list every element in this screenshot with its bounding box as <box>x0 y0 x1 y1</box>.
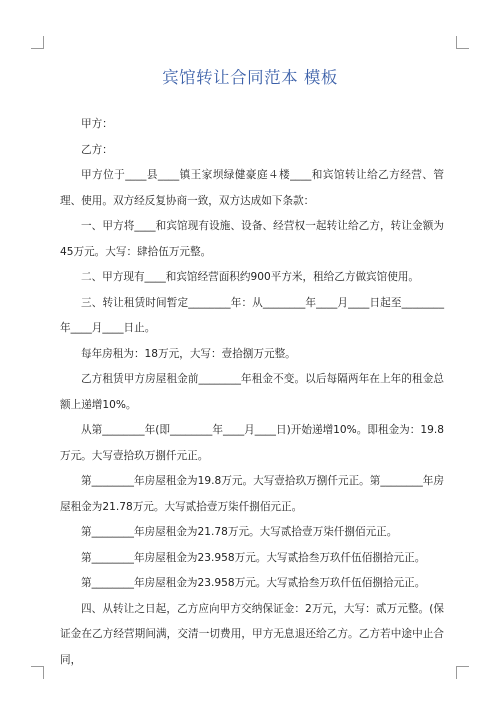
rent-year-paragraph-2: 第________年房屋租金为21.78万元。大写贰拾壹万柒仟捌佰元正。 <box>81 526 398 538</box>
rent-year-paragraph-4: 第________年房屋租金为23.958万元。大写贰拾叁万玖仟伍佰捌拾元正。 <box>81 577 426 589</box>
crop-mark-bottom-left <box>31 666 44 679</box>
crop-mark-top-right <box>456 36 469 49</box>
rent-year-paragraph-1: 第________年房屋租金为19.8万元。大写壹拾玖万捌仟元正。第________年房屋租金为21.78万元。大写贰拾壹万柒仟捌佰元正。 <box>60 475 444 513</box>
document-body <box>60 112 444 673</box>
clause-4: 四、从转让之日起，乙方应向甲方交纳保证金：2万元，大写：贰万元整。(保证金在乙方经营期间满，交清一切费用，甲方无息退还给乙方。乙方若中途中止合同， <box>60 602 444 666</box>
document-title: 宾馆转让合同范本 模板 <box>162 68 338 87</box>
clause-3: 三、转让租赁时间暂定________年：从________年____月____日起至________年____月____日止。 <box>60 296 444 334</box>
rent-increase-paragraph: 乙方租赁甲方房屋租金前________年租金不变。以后每隔两年在上年的租金总额上递增10%。 <box>60 373 444 411</box>
clause-1: 一、甲方将____和宾馆现有设施、设备、经营权一起转让给乙方，转让金额为45万元。大写：肆拾伍万元整。 <box>60 220 444 258</box>
increase-start-paragraph: 从第________年(即________年____月____日)开始递增10%。即租金为：19.8万元。大写壹拾玖万捌仟元正。 <box>60 424 444 462</box>
party-b-line: 乙方： <box>81 143 113 156</box>
rent-year-paragraph-3: 第________年房屋租金为23.958万元。大写贰拾叁万玖仟伍佰捌拾元正。 <box>81 551 426 564</box>
party-a-line: 甲方： <box>81 118 113 130</box>
crop-mark-top-left <box>31 36 44 49</box>
intro-paragraph: 甲方位于____县____镇王家坝绿健豪庭４楼____和宾馆转让给乙方经营、管理、使用。双方经反复协商一致，双方达成如下条款： <box>60 169 444 207</box>
annual-rent-paragraph: 每年房租为：18万元，大写：壹拾捌万元整。 <box>81 347 296 360</box>
crop-mark-bottom-right <box>456 666 469 679</box>
clause-2: 二、甲方现有____和宾馆经营面积约900平方米，租给乙方做宾馆使用。 <box>81 271 420 283</box>
